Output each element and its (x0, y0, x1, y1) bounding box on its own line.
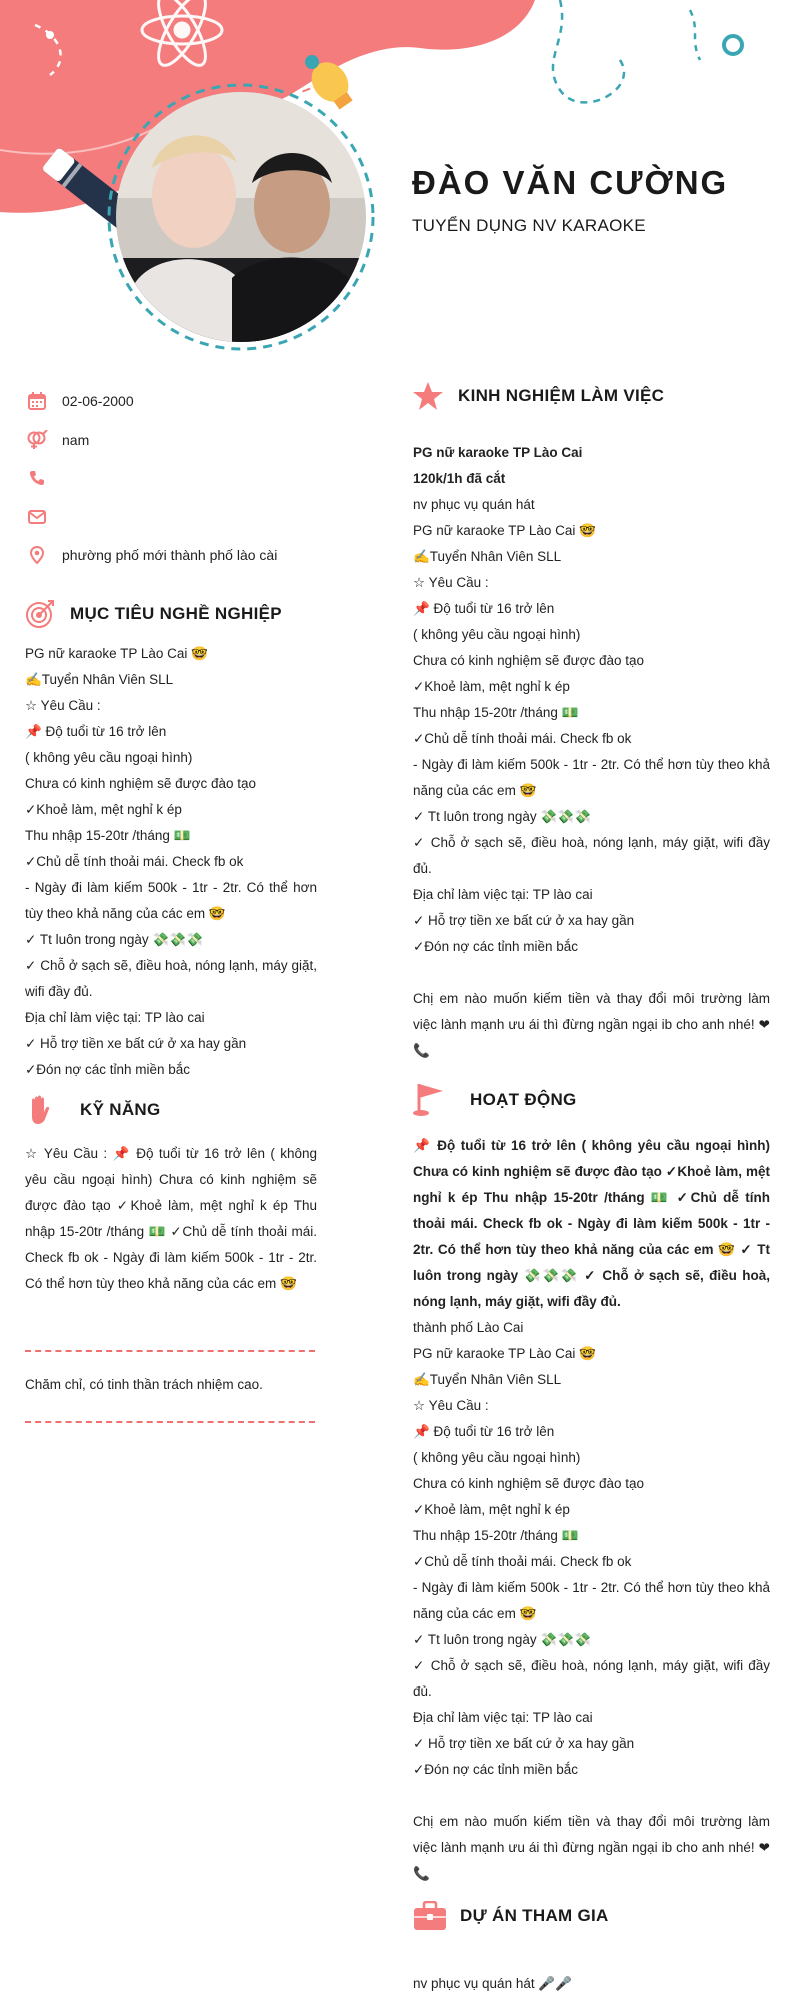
activities-line: ☆ Yêu Cầu : (413, 1398, 489, 1413)
activities-body (413, 1133, 770, 1887)
skills-paragraph: ☆ Yêu Cầu : 📌 Độ tuổi từ 16 trở lên ( không yêu cầu ngoại hình) Chưa có kinh nghiệm sẽ được đào tạo ✓Khoẻ làm, mệt nghỉ k ép Thu nhập 15-20tr /tháng 💵 ✓Chủ dễ tính thoải mái. Check fb ok - Ngày đi làm kiếm 500k - 1tr - 2tr. Có thể hơn tùy theo khả năng của các em 🤓 (25, 1146, 317, 1291)
activities-line: ✓ Chỗ ở sạch sẽ, điều hoà, nóng lạnh, máy giặt, wifi đầy đủ. (413, 1658, 770, 1699)
activities-line: ✓ Hỗ trợ tiền xe bất cứ ở xa hay gần (413, 1736, 635, 1751)
objective-line: ✓Đón nợ các tỉnh miền bắc (25, 1062, 190, 1077)
objective-line: ✓ Chỗ ở sạch sẽ, điều hoà, nóng lạnh, máy giặt, wifi đầy đủ. (25, 958, 317, 999)
skills-heading (22, 1092, 161, 1128)
activities-line: thành phố Lào Cai (413, 1320, 524, 1335)
objective-line: ✍Tuyển Nhân Viên SLL (25, 672, 174, 687)
gender-icon (26, 429, 48, 451)
experience-line: ✓Khoẻ làm, mệt nghỉ k ép (413, 679, 570, 694)
address-value: phường phố mới thành phố lào cài (62, 547, 278, 564)
activities-title: HOẠT ĐỘNG (470, 1090, 577, 1109)
projects-title: DỰ ÁN THAM GIA (460, 1906, 609, 1925)
objective-line: Chưa có kinh nghiệm sẽ được đào tạo (25, 776, 257, 791)
activities-line: ✓Chủ dễ tính thoải mái. Check fb ok (413, 1554, 632, 1569)
briefcase-icon (412, 1898, 448, 1934)
experience-company: PG nữ karaoke TP Lào Cai (413, 445, 583, 460)
projects-item: nv phục vụ quán hát 🎤🎤 (413, 1976, 572, 1991)
email-icon (26, 506, 48, 528)
experience-line: 📌 Độ tuổi từ 16 trở lên (413, 601, 555, 616)
experience-salary: 120k/1h đã cắt (413, 471, 506, 486)
activities-line: ✓Khoẻ làm, mệt nghỉ k ép (413, 1502, 570, 1517)
activities-line: ✍Tuyển Nhân Viên SLL (413, 1372, 562, 1387)
activities-heading (412, 1082, 577, 1118)
flag-icon (412, 1082, 448, 1118)
experience-line: Thu nhập 15-20tr /tháng 💵 (413, 705, 579, 720)
objective-line: PG nữ karaoke TP Lào Cai 🤓 (25, 646, 208, 661)
experience-line: ✓ Chỗ ở sạch sẽ, điều hoà, nóng lạnh, máy giặt, wifi đầy đủ. (413, 835, 770, 876)
objective-line: 📌 Độ tuổi từ 16 trở lên (25, 724, 167, 739)
experience-body (413, 440, 770, 1064)
experience-line: - Ngày đi làm kiếm 500k - 1tr - 2tr. Có thể hơn tùy theo khả năng của các em 🤓 (413, 757, 770, 798)
phone-icon (26, 467, 48, 489)
job-title: TUYỂN DỤNG NV KARAOKE (412, 216, 646, 235)
contact-birthday (26, 382, 326, 421)
objective-heading (22, 596, 282, 632)
contact-phone (26, 459, 326, 498)
objective-title: MỤC TIÊU NGHỀ NGHIỆP (70, 604, 282, 623)
dashed-curve-right (553, 0, 624, 102)
experience-line: nv phục vụ quán hát (413, 497, 535, 512)
contact-email (26, 498, 326, 537)
objective-line: ✓ Tt luôn trong ngày 💸💸💸 (25, 932, 203, 947)
objective-line: ✓ Hỗ trợ tiền xe bất cứ ở xa hay gần (25, 1036, 247, 1051)
experience-title: KINH NGHIỆM LÀM VIỆC (458, 386, 665, 405)
ring-decoration (724, 36, 742, 54)
activities-line: PG nữ karaoke TP Lào Cai 🤓 (413, 1346, 596, 1361)
experience-line: ✓Chủ dễ tính thoải mái. Check fb ok (413, 731, 632, 746)
contact-list (26, 382, 326, 575)
activities-summary: 📌 Độ tuổi từ 16 trở lên ( không yêu cầu ngoại hình) Chưa có kinh nghiệm sẽ được đào tạo ✓Khoẻ làm, mệt nghỉ k ép Thu nhập 15-20tr /tháng 💵 ✓Chủ dễ tính thoải mái. Check fb ok - Ngày đi làm kiếm 500k - 1tr - 2tr. Có thể hơn tùy theo khả năng của các em 🤓 ✓ Tt luôn trong ngày 💸💸💸 ✓ Chỗ ở sạch sẽ, điều hoà, nóng lạnh, máy giặt, wifi đầy đủ. (413, 1138, 770, 1309)
objective-line: ( không yêu cầu ngoại hình) (25, 750, 193, 765)
objective-line: - Ngày đi làm kiếm 500k - 1tr - 2tr. Có thể hơn tùy theo khả năng của các em 🤓 (25, 880, 317, 921)
contact-address (26, 536, 326, 575)
activities-line: - Ngày đi làm kiếm 500k - 1tr - 2tr. Có thể hơn tùy theo khả năng của các em 🤓 (413, 1580, 770, 1621)
star-icon (410, 378, 446, 414)
skills-title: KỸ NĂNG (80, 1100, 161, 1119)
experience-line: Chưa có kinh nghiệm sẽ được đào tạo (413, 653, 645, 668)
skills-divider (25, 1421, 315, 1423)
objective-line: ✓Khoẻ làm, mệt nghỉ k ép (25, 802, 182, 817)
activities-line: Thu nhập 15-20tr /tháng 💵 (413, 1528, 579, 1543)
contact-gender (26, 421, 326, 460)
experience-line: ✓Đón nợ các tỉnh miền bắc (413, 939, 578, 954)
experience-line: ( không yêu cầu ngoại hình) (413, 627, 581, 642)
activities-line: Chưa có kinh nghiệm sẽ được đào tạo (413, 1476, 645, 1491)
activities-line: ✓Đón nợ các tỉnh miền bắc (413, 1762, 578, 1777)
skills-second: Chăm chỉ, có tinh thần trách nhiệm cao. (25, 1377, 263, 1392)
activities-line: 📌 Độ tuổi từ 16 trở lên (413, 1424, 555, 1439)
experience-closing: Chị em nào muốn kiếm tiền và thay đổi môi trường làm việc lành mạnh ưu ái thì đừng ngần ngại ib cho anh nhé! ❤📞 (413, 991, 770, 1058)
location-icon (26, 544, 48, 566)
experience-line: ✓ Hỗ trợ tiền xe bất cứ ở xa hay gần (413, 913, 635, 928)
skills-divider (25, 1350, 315, 1352)
activities-line: Địa chỉ làm việc tại: TP lào cai (413, 1710, 593, 1725)
objective-line: ☆ Yêu Cầu : (25, 698, 101, 713)
objective-line: ✓Chủ dễ tính thoải mái. Check fb ok (25, 854, 244, 869)
birthday-value: 02-06-2000 (62, 393, 134, 410)
calendar-icon (26, 390, 48, 412)
objective-line: Thu nhập 15-20tr /tháng 💵 (25, 828, 191, 843)
objective-line: Địa chỉ làm việc tại: TP lào cai (25, 1010, 205, 1025)
hand-icon (22, 1092, 58, 1128)
gender-value: nam (62, 431, 90, 448)
objective-body (25, 641, 317, 1083)
experience-line: ✍Tuyển Nhân Viên SLL (413, 549, 562, 564)
avatar (112, 88, 370, 346)
candidate-name: ĐÀO VĂN CƯỜNG (412, 164, 729, 201)
experience-line: ✓ Tt luôn trong ngày 💸💸💸 (413, 809, 591, 824)
activities-line: ✓ Tt luôn trong ngày 💸💸💸 (413, 1632, 591, 1647)
experience-line: Địa chỉ làm việc tại: TP lào cai (413, 887, 593, 902)
target-icon (22, 596, 58, 632)
experience-line: ☆ Yêu Cầu : (413, 575, 489, 590)
experience-heading (410, 378, 664, 414)
experience-line: PG nữ karaoke TP Lào Cai 🤓 (413, 523, 596, 538)
projects-heading (412, 1898, 609, 1934)
activities-line: ( không yêu cầu ngoại hình) (413, 1450, 581, 1465)
activities-closing: Chị em nào muốn kiếm tiền và thay đổi môi trường làm việc lành mạnh ưu ái thì đừng ngần ngại ib cho anh nhé! ❤📞 (413, 1814, 770, 1881)
